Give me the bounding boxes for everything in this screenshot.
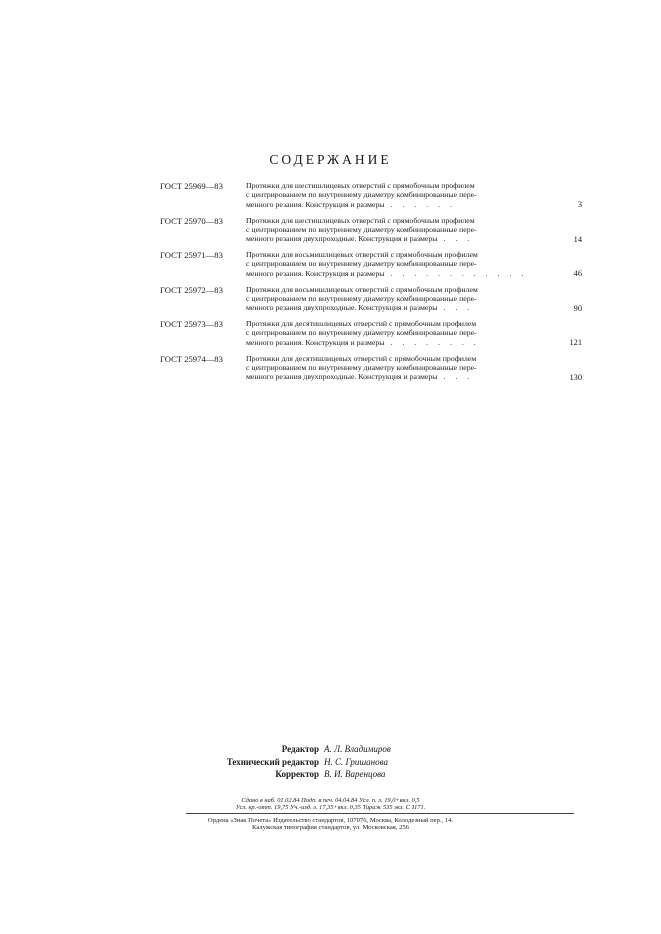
credit-name: А. Л. Владимиров xyxy=(324,744,391,754)
page-number: 90 xyxy=(573,303,582,313)
page-title: СОДЕРЖАНИЕ xyxy=(269,152,392,167)
credit-role: Редактор xyxy=(281,744,319,754)
description-line: Протяжки для десятишлицевых отверстий с прямобочным профилем xyxy=(246,353,477,363)
table-of-contents xyxy=(160,181,590,388)
description-line: с центрированием по внутреннему диаметру комбинированные пере- xyxy=(246,259,477,269)
description-line: Протяжки для шестишлицевых отверстий с прямобочным профилем xyxy=(246,215,475,225)
publisher-line: Ордена «Знак Почета» Издательство стандартов, 107076, Москва, Колодезный пер., 14. xyxy=(207,817,454,824)
page-number: 46 xyxy=(573,269,582,278)
standard-code: ГОСТ 25974—83 xyxy=(160,353,223,364)
toc-entry xyxy=(160,285,590,320)
credit-role: Технический редактор xyxy=(226,756,319,767)
credit-role: Корректор xyxy=(275,769,319,780)
publisher-info xyxy=(0,817,661,832)
description-line: с центрированием по внутреннему диаметру комбинированные пере- xyxy=(246,224,477,234)
imprint-line: Усл. кр.-отт. 19,75 Уч.-изд. л. 17,35+вкл. 0,35 Тираж 535 экз. С 1171. xyxy=(235,804,426,812)
entry-description xyxy=(246,319,564,347)
toc-entry xyxy=(160,181,590,216)
description-line: с центрированием по внутреннему диаметру комбинированные пере- xyxy=(246,362,477,372)
entry-description xyxy=(246,216,564,244)
print-imprint xyxy=(0,797,661,811)
publisher-line: Калужская типография стандартов, ул. Московская, 256 xyxy=(252,824,409,832)
description-line: Протяжки для десятишлицевых отверстий с прямобочным профилем xyxy=(246,319,477,328)
description-line: с центрированием по внутреннему диаметру комбинированные пере- xyxy=(246,190,477,200)
page-number: 3 xyxy=(577,200,582,209)
page-number: 14 xyxy=(573,234,582,244)
standard-code: ГОСТ 25970—83 xyxy=(160,215,223,226)
description-line: с центрированием по внутреннему диаметру комбинированные пере- xyxy=(246,328,477,338)
description-line: менного резания. Конструкция и размеры . . . . . . xyxy=(246,199,456,209)
page-number: 121 xyxy=(569,338,582,347)
standard-code: ГОСТ 25973—83 xyxy=(160,319,223,329)
toc-entry xyxy=(160,319,590,354)
toc-entry xyxy=(160,354,590,389)
description-line: с центрированием по внутреннему диаметру комбинированные пере- xyxy=(246,293,477,303)
entry-description xyxy=(246,285,564,313)
description-line: Протяжки для шестишлицевых отверстий с прямобочным профилем xyxy=(246,181,475,190)
entry-description xyxy=(246,250,564,278)
description-line: менного резания. Конструкция и размеры . . . . . . . . xyxy=(246,337,480,347)
credit-row xyxy=(0,768,661,781)
toc-entry xyxy=(160,216,590,251)
standard-code: ГОСТ 25969—83 xyxy=(160,181,223,191)
credit-row xyxy=(0,756,661,769)
imprint-line: Сдано в наб. 01.02.84 Подп. в печ. 04.04.84 Усл. п. л. 19,0+вкл. 0,5 xyxy=(241,797,420,804)
description-line: менного резания двухпроходные. Конструкция и размеры . . . xyxy=(246,303,474,313)
description-line: Протяжки для восьмишлицевых отверстий с прямобочным профилем xyxy=(246,284,478,294)
standard-code: ГОСТ 25972—83 xyxy=(160,284,223,295)
divider xyxy=(186,813,574,814)
credit-name: В. И. Варенцова xyxy=(324,769,386,780)
credit-row xyxy=(0,743,661,756)
credits xyxy=(0,743,661,781)
description-line: Протяжки для восьмишлицевых отверстий с прямобочным профилем xyxy=(246,250,478,259)
description-line: менного резания двухпроходные. Конструкция и размеры . . . xyxy=(246,234,474,244)
entry-description xyxy=(246,354,564,382)
page-number: 130 xyxy=(569,372,582,382)
entry-description xyxy=(246,181,564,209)
description-line: менного резания. Конструкция и размеры . . . . . . . . . . . . xyxy=(246,268,528,278)
description-line: менного резания двухпроходные. Конструкция и размеры . . . xyxy=(246,372,474,382)
standard-code: ГОСТ 25971—83 xyxy=(160,250,223,260)
toc-entry xyxy=(160,250,590,285)
credit-name: Н. С. Гришанова xyxy=(324,756,388,767)
